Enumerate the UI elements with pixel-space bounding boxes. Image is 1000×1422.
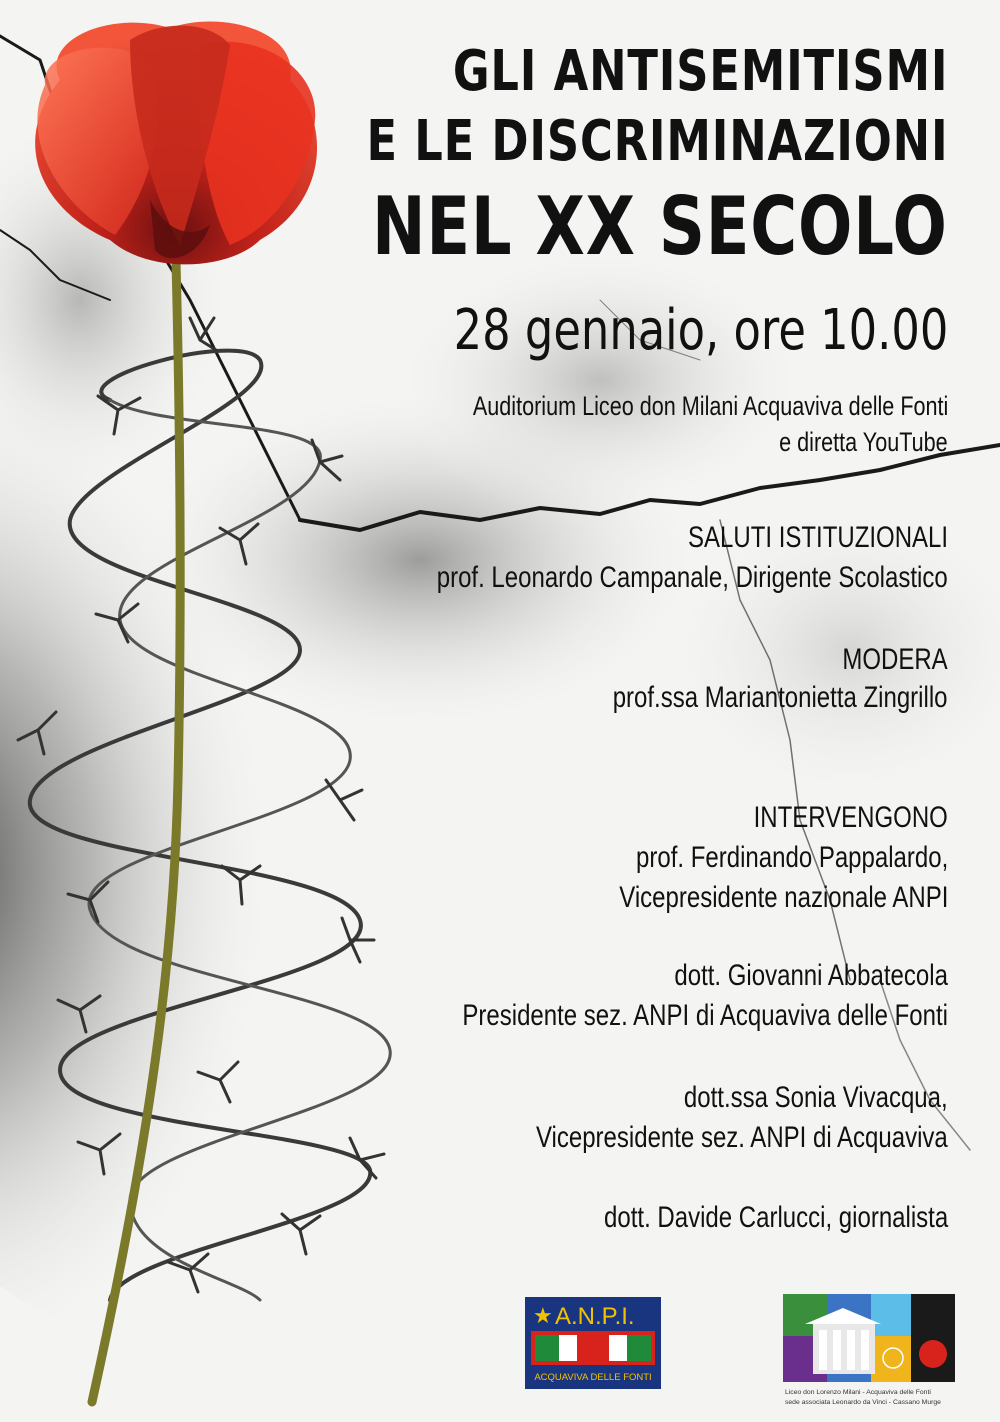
speaker-3-name <box>618 1080 948 1116</box>
speaker-2-role-text: Presidente sez. ANPI di Acquaviva delle Fonti <box>462 999 948 1032</box>
event-date-text: 28 gennaio, ore 10.00 <box>453 298 948 363</box>
title-line-3 <box>228 182 948 272</box>
title-line-1 <box>329 40 948 104</box>
speakers-heading-text: INTERVENGONO <box>753 801 948 834</box>
speaker-1-role <box>537 880 948 916</box>
title-line-1-text: GLI ANTISEMITISMI <box>452 39 948 104</box>
speaker-2-role <box>341 998 948 1034</box>
speaker-1-name-text: prof. Ferdinando Pappalardo, <box>635 841 948 874</box>
moderator-heading <box>816 642 948 678</box>
venue-line-1-text: Auditorium Liceo don Milani Acquaviva delle Fonti <box>472 391 948 421</box>
moderator-name <box>529 680 948 716</box>
speaker-4 <box>518 1200 948 1236</box>
moderator-name-text: prof.ssa Mariantonietta Zingrillo <box>613 681 948 714</box>
anpi-name: A.N.P.I. <box>555 1303 635 1330</box>
moderator-heading-text: MODERA <box>842 643 948 676</box>
event-date <box>330 298 948 364</box>
speaker-2-name-text: dott. Giovanni Abbatecola <box>674 959 948 992</box>
greetings-heading <box>623 520 948 556</box>
title-line-3-text: NEL XX SECOLO <box>372 180 948 273</box>
title-line-2 <box>221 110 948 174</box>
venue-line-2-text: e diretta YouTube <box>779 427 948 457</box>
speaker-3-role <box>433 1120 948 1156</box>
anpi-logo <box>525 1297 661 1389</box>
greetings-speaker-text: prof. Leonardo Campanale, Dirigente Scolastico <box>437 561 948 594</box>
school-logo-graphic <box>783 1294 955 1412</box>
title-line-2-text: E LE DISCRIMINAZIONI <box>366 109 948 174</box>
anpi-logo-graphic <box>525 1297 661 1389</box>
venue-line-2 <box>737 424 948 460</box>
greetings-speaker <box>309 560 948 596</box>
speaker-3-role-text: Vicepresidente sez. ANPI di Acquaviva <box>536 1121 948 1154</box>
speaker-1-name <box>558 840 948 876</box>
speaker-1-role-text: Vicepresidente nazionale ANPI <box>618 881 948 914</box>
speaker-2-name <box>606 958 948 994</box>
school-caption-line-1: Liceo don Lorenzo Milani - Acquaviva delle Fonti <box>785 1389 931 1396</box>
anpi-location: ACQUAVIVA DELLE FONTI <box>534 1372 652 1383</box>
speakers-heading <box>705 800 948 836</box>
speaker-3-name-text: dott.ssa Sonia Vivacqua, <box>684 1081 948 1114</box>
speaker-4-text: dott. Davide Carlucci, giornalista <box>603 1201 948 1234</box>
star-icon: ★ <box>533 1303 553 1328</box>
greetings-heading-text: SALUTI ISTITUZIONALI <box>687 521 948 554</box>
school-logo <box>783 1294 955 1412</box>
venue-line-1 <box>354 388 948 424</box>
school-caption-line-2: sede associata Leonardo da Vinci - Cassano Murge <box>785 1399 941 1406</box>
